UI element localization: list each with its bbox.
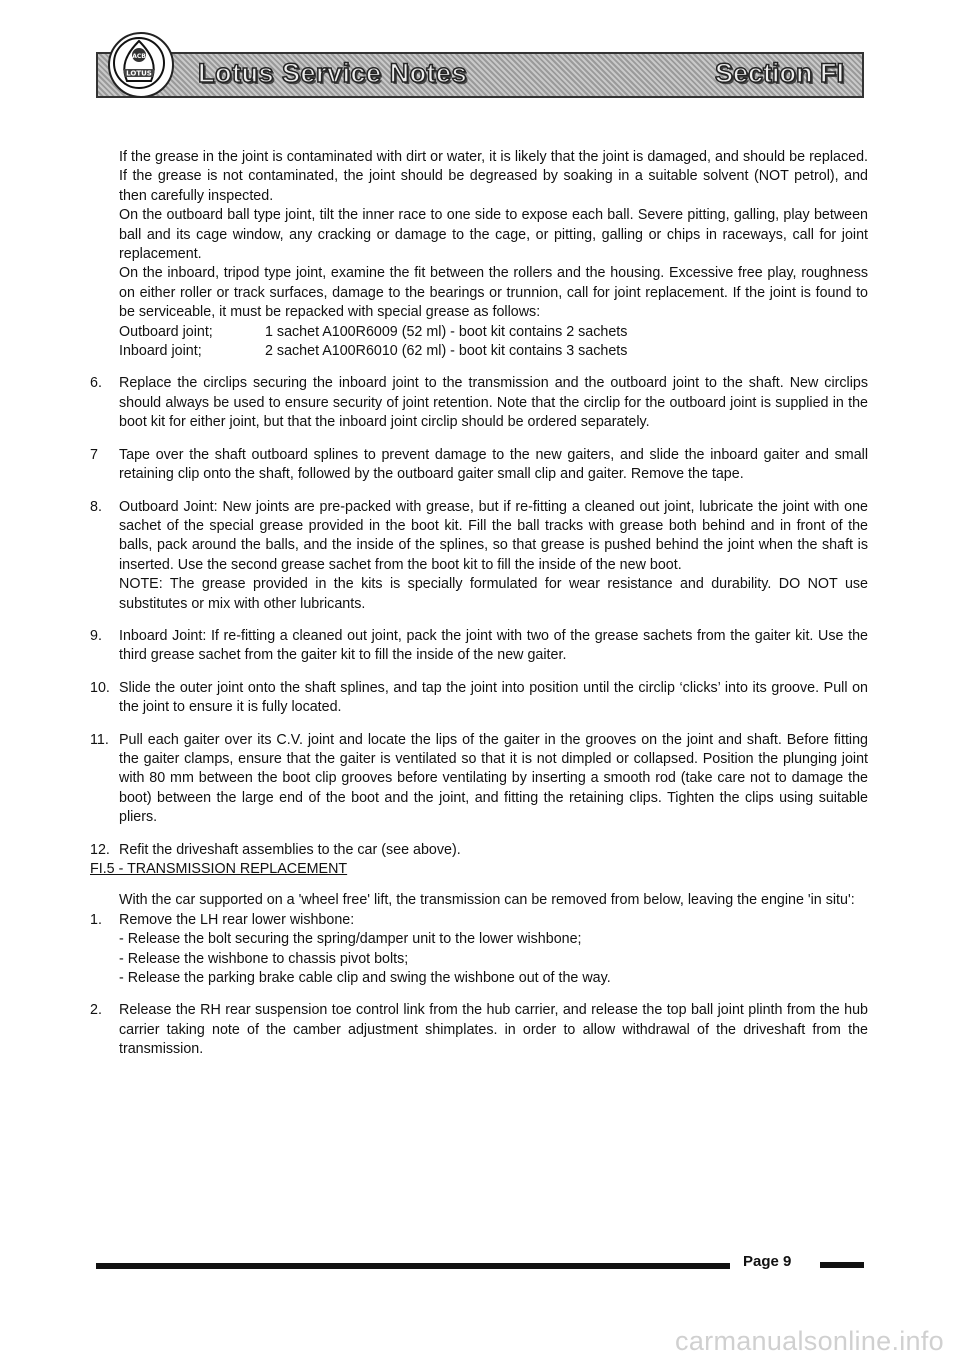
step-number: 9. bbox=[90, 627, 102, 644]
header-section: Section FI bbox=[714, 58, 844, 88]
step-number: 6. bbox=[90, 375, 102, 392]
step-number: 8. bbox=[90, 498, 102, 515]
step-text: Refit the driveshaft assemblies to the car (see above). bbox=[119, 841, 461, 858]
header-title: Lotus Service Notes bbox=[198, 58, 468, 88]
section-heading: FI.5 - TRANSMISSION REPLACEMENT bbox=[90, 861, 348, 877]
step-text: Slide the outer joint onto the shaft splines, and tap the joint into position until the circlip ‘clicks’ into its groove. Pull on the joint to ensure it is fully located. bbox=[119, 679, 868, 716]
grease-spec-label: Outboard joint; bbox=[119, 323, 213, 340]
step-text: Release the RH rear suspension toe control link from the hub carrier, and release the top ball joint plinth from the hub carrier taking note of the camber adjustment shimplates. in order to allow withdrawal of the driveshaft from the transmission. bbox=[119, 1002, 868, 1058]
step-number: 2. bbox=[90, 1002, 102, 1019]
step-number: 1. bbox=[90, 911, 102, 928]
sub-step: - Release the parking brake cable clip and swing the wishbone out of the way. bbox=[119, 970, 611, 987]
grease-spec-row bbox=[119, 342, 868, 361]
step-item bbox=[90, 498, 868, 614]
step-item bbox=[90, 627, 868, 666]
step-text: Outboard Joint: New joints are pre-packed with grease, but if re-fitting a cleaned out joint, lubricate the joint with one sachet of the special grease provided in the boot kit. Fill the ball tracks with grease both behind and in front of the balls, pack around the balls, and the inside of the splines, so that grease is pushed behind the joint when the shaft is inserted. Use the second grease sachet from the boot kit to fill the inside of the new boot. bbox=[119, 498, 868, 573]
grease-spec-label: Inboard joint; bbox=[119, 343, 202, 360]
section-intro: With the car supported on a 'wheel free' lift, the transmission can be removed from below, leaving the engine 'in situ': bbox=[119, 892, 855, 909]
step-text: Remove the LH rear lower wishbone: bbox=[119, 911, 355, 928]
lotus-logo-icon bbox=[113, 37, 165, 89]
section-step-item bbox=[90, 911, 868, 989]
sub-step: - Release the bolt securing the spring/damper unit to the lower wishbone; bbox=[119, 931, 582, 948]
page-content bbox=[90, 148, 868, 1060]
intro-paragraph: On the inboard, tripod type joint, examine the fit between the rollers and the housing. Excessive free play, roughness on either roller or track surfaces, damage to the bearings or trunnion, call for joint replacement. If the joint is found to be serviceable, it must be repacked with special grease as follows: bbox=[119, 265, 868, 321]
section-step-item bbox=[90, 1001, 868, 1059]
grease-spec-value: 2 sachet A100R6010 (62 ml) - boot kit contains 3 sachets bbox=[265, 343, 628, 360]
step-text: Pull each gaiter over its C.V. joint and locate the lips of the gaiter in the grooves on the joint and shaft. Before fitting the gaiter clamps, ensure that the gaiter is ventilated so that it is not dimpled or collapsed. Position the plunging joint with 80 mm between the boot clip grooves before ventilating by inserting a smooth rod (take care not to damage the boot) between the large end of the boot and the joint, and fitting the retaining clips. Tighten the clips using suitable pliers. bbox=[119, 731, 868, 826]
step-text: Replace the circlips securing the inboard joint to the transmission and the outboard joint to the shaft. New circlips should always be used to ensure security of joint retention. Note that the circlip for the outboard joint is supplied in the boot kit for either joint, but that the inboard joint circlip should be ordered separately. bbox=[119, 375, 868, 431]
logo-text: LOTUS bbox=[126, 69, 152, 78]
footer-dash bbox=[820, 1262, 864, 1268]
step-number: 10. bbox=[90, 679, 110, 696]
page-number: Page 9 bbox=[743, 1253, 792, 1270]
logo-letters: ACB bbox=[132, 53, 146, 60]
step-number: 7 bbox=[90, 446, 98, 463]
step-number: 12. bbox=[90, 841, 110, 858]
step-number: 11. bbox=[90, 731, 109, 748]
step-item bbox=[90, 374, 868, 432]
step-text: Inboard Joint: If re-fitting a cleaned out joint, pack the joint with two of the grease sachets from the gaiter kit. Use the third grease sachet from the gaiter kit to fill the inside of the new gaiter. bbox=[119, 627, 868, 664]
grease-spec-value: 1 sachet A100R6009 (52 ml) - boot kit contains 2 sachets bbox=[265, 323, 628, 340]
step-item bbox=[90, 841, 868, 860]
watermark: carmanualsonline.info bbox=[675, 1326, 944, 1356]
footer-rule bbox=[96, 1263, 730, 1269]
sub-step: - Release the wishbone to chassis pivot bolts; bbox=[119, 950, 409, 967]
grease-spec-row bbox=[119, 323, 868, 342]
intro-block bbox=[90, 148, 868, 361]
header-banner bbox=[96, 52, 864, 98]
step-item bbox=[90, 731, 868, 828]
step-text: Tape over the shaft outboard splines to prevent damage to the new gaiters, and slide the inboard gaiter and small retaining clip onto the shaft, followed by the outboard gaiter small clip and gaiter. Remove the tape. bbox=[119, 446, 868, 483]
intro-paragraph: If the grease in the joint is contaminated with dirt or water, it is likely that the joint is damaged, and should be replaced. If the grease is not contaminated, the joint should be degreased by soaking in a suitable solvent (NOT petrol), and then carefully inspected. bbox=[119, 149, 868, 204]
step-item bbox=[90, 446, 868, 485]
step-note: NOTE: The grease provided in the kits is specially formulated for wear resistance and durability. DO NOT use substitutes or mix with other lubricants. bbox=[119, 576, 868, 612]
intro-paragraph: On the outboard ball type joint, tilt the inner race to one side to expose each ball. Severe pitting, galling, play between ball and its cage window, any cracking or damage to the cage, or pitting, galling or chips in raceways, call for joint replacement. bbox=[119, 207, 868, 263]
step-item bbox=[90, 679, 868, 718]
